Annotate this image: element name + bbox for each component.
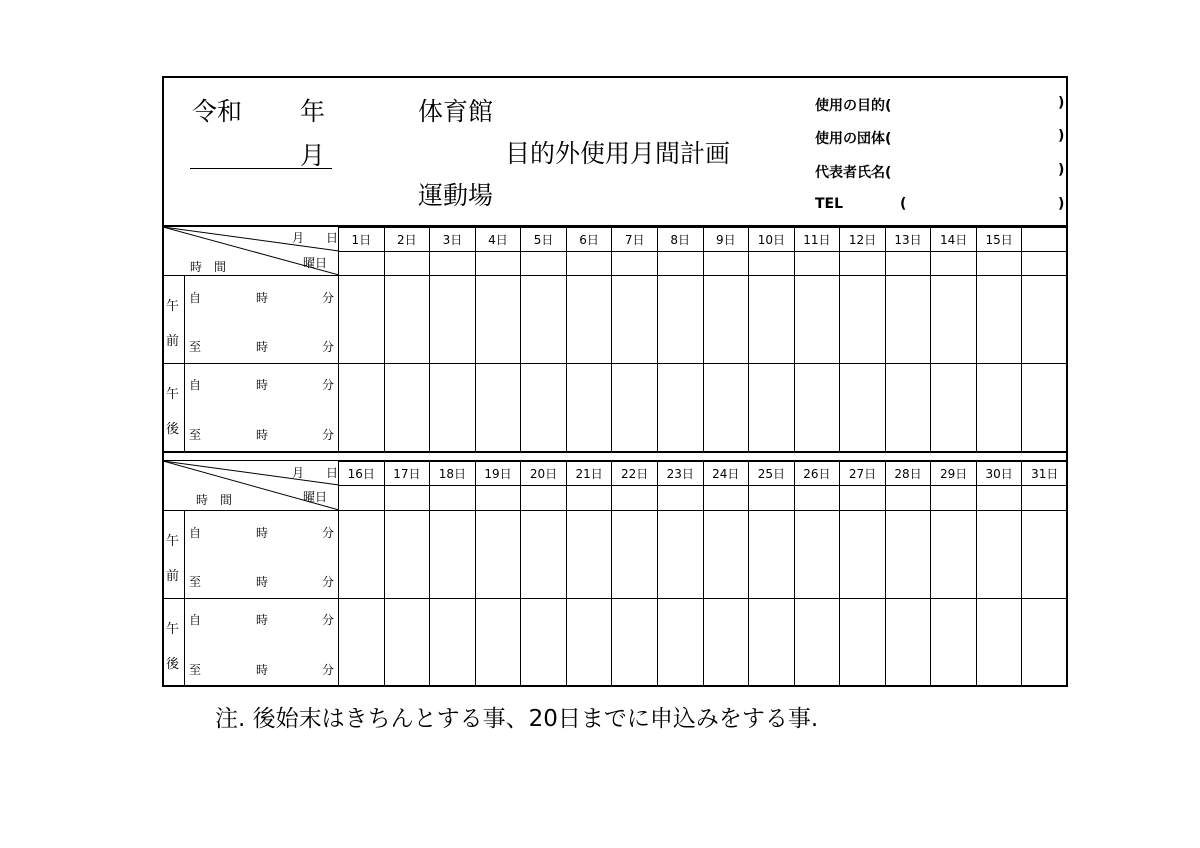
top-day-header-cell: 4日 xyxy=(475,228,521,252)
bottom-am-from-minute: 分 xyxy=(322,526,335,540)
bottom-am-from-hour: 時 xyxy=(256,526,269,540)
top-weekday-cell[interactable] xyxy=(749,252,795,276)
facility-ground: 運動場 xyxy=(418,181,494,210)
top-am-cell[interactable] xyxy=(1022,276,1068,364)
top-am-cell[interactable] xyxy=(430,276,476,364)
bottom-weekday-cell[interactable] xyxy=(1022,486,1068,511)
top-weekday-cell[interactable] xyxy=(885,252,931,276)
bottom-weekday-cell[interactable] xyxy=(657,486,703,511)
bottom-pm-cell[interactable] xyxy=(1022,599,1068,687)
top-weekday-cell[interactable] xyxy=(384,252,430,276)
bottom-am-cell[interactable] xyxy=(475,511,521,599)
top-weekday-cell[interactable] xyxy=(430,252,476,276)
bottom-label-sep xyxy=(162,510,340,511)
top-pm-cell[interactable] xyxy=(657,364,703,452)
bottom-pm-cell[interactable] xyxy=(840,599,886,687)
top-am-cell[interactable] xyxy=(521,276,567,364)
bottom-am-char2: 前 xyxy=(166,569,180,584)
bottom-day-header-cell: 28日 xyxy=(885,462,931,486)
top-pm-cell[interactable] xyxy=(475,364,521,452)
top-weekday-cell[interactable] xyxy=(612,252,658,276)
bottom-day-header-cell: 30日 xyxy=(976,462,1022,486)
top-pm-cell[interactable] xyxy=(931,364,977,452)
top-am-cell[interactable] xyxy=(612,276,658,364)
top-pm-from-hour: 時 xyxy=(256,378,269,392)
bottom-pm-cell[interactable] xyxy=(612,599,658,687)
bottom-am-to: 至 xyxy=(189,575,202,589)
bottom-am-cell[interactable] xyxy=(339,511,385,599)
bottom-am-cell[interactable] xyxy=(1022,511,1068,599)
top-pm-char1: 午 xyxy=(166,387,180,402)
bottom-am-cell[interactable] xyxy=(794,511,840,599)
bottom-pm-cell[interactable] xyxy=(657,599,703,687)
bottom-pm-cell[interactable] xyxy=(703,599,749,687)
top-am-to: 至 xyxy=(189,340,202,354)
top-pm-cell[interactable] xyxy=(749,364,795,452)
top-weekday-cell[interactable] xyxy=(931,252,977,276)
top-am-from: 自 xyxy=(189,291,202,305)
top-weekday-cell[interactable] xyxy=(657,252,703,276)
bottom-pm-cell[interactable] xyxy=(566,599,612,687)
bottom-pm-row xyxy=(339,599,1068,687)
bottom-pm-cell[interactable] xyxy=(931,599,977,687)
bottom-pm-cell[interactable] xyxy=(384,599,430,687)
top-pm-cell[interactable] xyxy=(612,364,658,452)
top-pm-cell[interactable] xyxy=(1022,364,1068,452)
top-day-header-cell: 13日 xyxy=(885,228,931,252)
bottom-weekday-cell[interactable] xyxy=(703,486,749,511)
top-am-to-minute: 分 xyxy=(322,340,335,354)
top-pm-cell[interactable] xyxy=(794,364,840,452)
group-field-close: ) xyxy=(1058,128,1065,144)
bottom-weekday-cell[interactable] xyxy=(794,486,840,511)
top-am-cell[interactable] xyxy=(931,276,977,364)
bottom-day-header-cell: 17日 xyxy=(384,462,430,486)
bottom-weekday-cell[interactable] xyxy=(339,486,385,511)
bottom-day-header-cell: 16日 xyxy=(339,462,385,486)
top-am-pm-sep xyxy=(162,363,340,364)
bottom-pm-cell[interactable] xyxy=(430,599,476,687)
top-day-header-cell: 6日 xyxy=(566,228,612,252)
top-am-cell[interactable] xyxy=(566,276,612,364)
bottom-weekday-cell[interactable] xyxy=(749,486,795,511)
top-pm-to-minute: 分 xyxy=(322,428,335,442)
bottom-am-cell[interactable] xyxy=(384,511,430,599)
top-pm-cell[interactable] xyxy=(885,364,931,452)
purpose-field-label: 使用の目的( xyxy=(815,98,892,114)
top-pm-to: 至 xyxy=(189,428,202,442)
bottom-am-cell[interactable] xyxy=(521,511,567,599)
month-label: 月 xyxy=(300,141,326,170)
top-time-label: 時 間 xyxy=(190,260,227,274)
top-weekday-cell[interactable] xyxy=(521,252,567,276)
bottom-pm-from: 自 xyxy=(189,613,202,627)
top-am-row xyxy=(339,276,1068,364)
bottom-weekday-label: 曜日 xyxy=(303,490,328,504)
bottom-time-label: 時 間 xyxy=(196,493,233,507)
facility-gym: 体育館 xyxy=(418,97,494,126)
top-am-cell[interactable] xyxy=(885,276,931,364)
bottom-day-header-cell: 23日 xyxy=(657,462,703,486)
top-day-header-cell: 9日 xyxy=(703,228,749,252)
top-pm-cell[interactable] xyxy=(339,364,385,452)
bottom-day-header-cell: 19日 xyxy=(475,462,521,486)
bottom-day-header-cell: 31日 xyxy=(1022,462,1068,486)
bottom-am-cell[interactable] xyxy=(931,511,977,599)
top-am-cell[interactable] xyxy=(657,276,703,364)
top-am-cell[interactable] xyxy=(749,276,795,364)
bottom-am-cell[interactable] xyxy=(657,511,703,599)
year-label: 年 xyxy=(300,97,326,126)
top-day-header-cell: 2日 xyxy=(384,228,430,252)
top-am-from-hour: 時 xyxy=(256,291,269,305)
plan-title: 目的外使用月間計画 xyxy=(505,139,731,168)
footer-note: 注. 後始末はきちんとする事、20日までに申込みをする事. xyxy=(215,706,819,732)
bottom-pm-cell[interactable] xyxy=(475,599,521,687)
top-weekday-cell[interactable] xyxy=(703,252,749,276)
top-month-label: 月 xyxy=(292,231,305,245)
top-pm-from: 自 xyxy=(189,378,202,392)
top-day-header-cell: 15日 xyxy=(976,228,1022,252)
top-am-cell[interactable] xyxy=(703,276,749,364)
top-day-header-cell: 5日 xyxy=(521,228,567,252)
month-underline xyxy=(190,168,332,169)
bottom-pm-to-minute: 分 xyxy=(322,663,335,677)
bottom-weekday-cell[interactable] xyxy=(612,486,658,511)
bottom-am-char1: 午 xyxy=(166,534,180,549)
bottom-day-label: 日 xyxy=(326,466,339,480)
top-weekday-row xyxy=(339,252,1068,276)
top-weekday-label: 曜日 xyxy=(303,256,328,270)
top-pm-cell[interactable] xyxy=(384,364,430,452)
bottom-pm-from-hour: 時 xyxy=(256,613,269,627)
top-pm-char2: 後 xyxy=(166,422,180,437)
top-weekday-cell[interactable] xyxy=(976,252,1022,276)
purpose-field-close: ) xyxy=(1058,95,1065,111)
bottom-am-cell[interactable] xyxy=(430,511,476,599)
top-weekday-cell[interactable] xyxy=(840,252,886,276)
top-weekday-cell[interactable] xyxy=(1022,252,1068,276)
top-day-header-cell: 1日 xyxy=(339,228,385,252)
top-am-from-minute: 分 xyxy=(322,291,335,305)
top-am-cell[interactable] xyxy=(794,276,840,364)
bottom-am-cell[interactable] xyxy=(612,511,658,599)
top-am-cell[interactable] xyxy=(976,276,1022,364)
bottom-weekday-cell[interactable] xyxy=(475,486,521,511)
top-am-char2: 前 xyxy=(166,334,180,349)
top-day-header-cell: 10日 xyxy=(749,228,795,252)
top-pm-cell[interactable] xyxy=(521,364,567,452)
bottom-am-cell[interactable] xyxy=(703,511,749,599)
bottom-day-header-cell: 22日 xyxy=(612,462,658,486)
top-ampm-col-line xyxy=(184,275,185,451)
top-day-grid xyxy=(338,227,1068,452)
top-day-header-cell: 7日 xyxy=(612,228,658,252)
top-am-cell[interactable] xyxy=(840,276,886,364)
block-divider-1 xyxy=(162,451,1068,453)
bottom-day-row xyxy=(339,462,1068,486)
era-label: 令和 xyxy=(192,97,243,126)
bottom-weekday-cell[interactable] xyxy=(931,486,977,511)
bottom-am-pm-sep xyxy=(162,598,340,599)
bottom-am-cell[interactable] xyxy=(976,511,1022,599)
top-am-to-hour: 時 xyxy=(256,340,269,354)
bottom-pm-cell[interactable] xyxy=(749,599,795,687)
tel-field-close: ) xyxy=(1058,196,1065,212)
representative-field-close: ) xyxy=(1058,162,1065,178)
bottom-day-grid xyxy=(338,461,1068,687)
top-weekday-cell[interactable] xyxy=(339,252,385,276)
bottom-pm-from-minute: 分 xyxy=(322,613,335,627)
top-pm-cell[interactable] xyxy=(430,364,476,452)
representative-field-label: 代表者氏名( xyxy=(815,165,892,181)
bottom-day-header-cell: 24日 xyxy=(703,462,749,486)
bottom-pm-to-hour: 時 xyxy=(256,663,269,677)
top-weekday-cell[interactable] xyxy=(566,252,612,276)
top-weekday-cell[interactable] xyxy=(794,252,840,276)
bottom-weekday-cell[interactable] xyxy=(384,486,430,511)
bottom-ampm-col-line xyxy=(184,510,185,686)
bottom-pm-cell[interactable] xyxy=(976,599,1022,687)
top-day-header-cell: 14日 xyxy=(931,228,977,252)
bottom-day-header-cell: 18日 xyxy=(430,462,476,486)
bottom-day-header-cell: 27日 xyxy=(840,462,886,486)
tel-field-open: ( xyxy=(900,196,907,212)
bottom-am-cell[interactable] xyxy=(566,511,612,599)
bottom-am-row xyxy=(339,511,1068,599)
bottom-day-header-cell: 21日 xyxy=(566,462,612,486)
top-day-row xyxy=(339,228,1068,252)
bottom-pm-cell[interactable] xyxy=(794,599,840,687)
bottom-am-to-hour: 時 xyxy=(256,575,269,589)
bottom-pm-cell[interactable] xyxy=(339,599,385,687)
top-pm-to-hour: 時 xyxy=(256,428,269,442)
bottom-weekday-cell[interactable] xyxy=(885,486,931,511)
top-am-cell[interactable] xyxy=(384,276,430,364)
top-pm-row xyxy=(339,364,1068,452)
group-field-label: 使用の団体( xyxy=(815,131,892,147)
bottom-weekday-cell[interactable] xyxy=(566,486,612,511)
bottom-weekday-cell[interactable] xyxy=(521,486,567,511)
tel-field-label: TEL xyxy=(815,196,844,212)
bottom-weekday-cell[interactable] xyxy=(976,486,1022,511)
bottom-weekday-cell[interactable] xyxy=(840,486,886,511)
bottom-month-label: 月 xyxy=(292,466,305,480)
top-day-header-cell xyxy=(1022,228,1068,252)
top-day-header-cell: 11日 xyxy=(794,228,840,252)
top-pm-cell[interactable] xyxy=(976,364,1022,452)
bottom-day-header-cell: 20日 xyxy=(521,462,567,486)
top-pm-cell[interactable] xyxy=(703,364,749,452)
bottom-am-cell[interactable] xyxy=(885,511,931,599)
bottom-pm-char2: 後 xyxy=(166,657,180,672)
bottom-day-header-cell: 29日 xyxy=(931,462,977,486)
bottom-weekday-row xyxy=(339,486,1068,511)
top-pm-cell[interactable] xyxy=(566,364,612,452)
top-day-label: 日 xyxy=(326,231,339,245)
bottom-day-header-cell: 26日 xyxy=(794,462,840,486)
bottom-day-header-cell: 25日 xyxy=(749,462,795,486)
bottom-am-from: 自 xyxy=(189,526,202,540)
bottom-pm-char1: 午 xyxy=(166,622,180,637)
bottom-pm-cell[interactable] xyxy=(885,599,931,687)
top-day-header-cell: 8日 xyxy=(657,228,703,252)
top-pm-from-minute: 分 xyxy=(322,378,335,392)
top-am-char1: 午 xyxy=(166,299,180,314)
top-weekday-cell[interactable] xyxy=(475,252,521,276)
bottom-am-to-minute: 分 xyxy=(322,575,335,589)
bottom-pm-to: 至 xyxy=(189,663,202,677)
top-day-header-cell: 3日 xyxy=(430,228,476,252)
top-day-header-cell: 12日 xyxy=(840,228,886,252)
bottom-pm-cell[interactable] xyxy=(521,599,567,687)
top-am-cell[interactable] xyxy=(475,276,521,364)
bottom-am-cell[interactable] xyxy=(840,511,886,599)
bottom-weekday-cell[interactable] xyxy=(430,486,476,511)
top-pm-cell[interactable] xyxy=(840,364,886,452)
top-label-sep xyxy=(162,275,340,276)
bottom-am-cell[interactable] xyxy=(749,511,795,599)
top-am-cell[interactable] xyxy=(339,276,385,364)
